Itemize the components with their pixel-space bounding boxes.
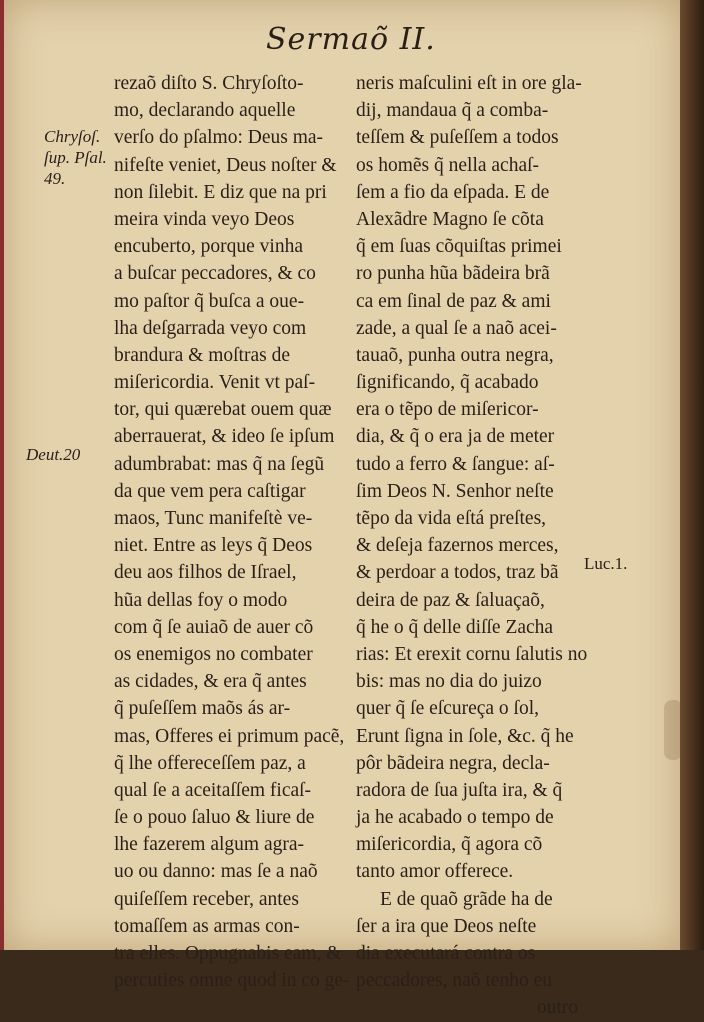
- text-line: tra elles. Oppugnabis eam, &: [114, 943, 342, 964]
- text-line: tauaõ, punha outra negra,: [356, 344, 554, 366]
- text-line: lha deſgarrada veyo com: [114, 317, 307, 339]
- text-line: mas, Offeres ei primum pacẽ,: [114, 725, 345, 747]
- text-line: q̃ lhe offereceſſem paz, a: [114, 752, 306, 774]
- text-line: bis: mas no dia do juizo: [356, 671, 542, 693]
- text-line: os enemigos no combater: [114, 643, 313, 665]
- running-head: Sermaõ II.: [266, 22, 436, 57]
- text-line: rezaõ diſto S. Chryſoſto-: [114, 73, 304, 94]
- margin-note-luke: Luc.1.: [584, 554, 628, 573]
- text-line: dia executará contra os: [356, 943, 536, 964]
- text-line: non ſilebit. E diz que na pri: [114, 181, 327, 203]
- text-line: ſem a fio da eſpada. E de: [356, 181, 550, 203]
- margin-note-deuteronomy: Deut.20: [26, 445, 81, 464]
- text-line: q̃ em ſuas cõquiſtas primei: [356, 236, 562, 258]
- text-line: deira de paz & ſaluaçaõ,: [356, 589, 545, 611]
- margin-note-line: Chryſoſ.: [44, 127, 101, 146]
- text-line: lhe fazerem algum agra-: [114, 834, 305, 856]
- text-line: ſe o pouo ſaluo & liure de: [114, 807, 315, 829]
- right-text-column: [356, 70, 588, 1022]
- text-line: a buſcar peccadores, & co: [114, 263, 316, 285]
- text-line: rias: Et erexit cornu ſalutis no: [356, 643, 588, 665]
- text-line: miſericordia. Venit vt paſ-: [114, 372, 316, 394]
- text-line: ſer a ira que Deos neſte: [356, 915, 537, 937]
- text-line: mo, declarando aquelle: [114, 100, 296, 122]
- text-line: quiſeſſem receber, antes: [114, 888, 299, 910]
- text-line: ja he acabado o tempo de: [356, 807, 554, 829]
- text-line: brandura & moſtras de: [114, 344, 290, 366]
- text-line: tẽpo da vida eſtá preſtes,: [356, 508, 547, 529]
- text-line: percuties omne quod in co ge-: [114, 970, 350, 992]
- text-line: deu aos filhos de Iſrael,: [114, 562, 297, 584]
- text-line: adumbrabat: mas q̃ na ſegũ: [114, 453, 325, 475]
- text-line: tanto amor offerece.: [356, 861, 514, 883]
- text-line: E de quaõ grãde ha de: [380, 888, 553, 910]
- text-line: qual ſe a aceitaſſem ficaſ-: [114, 779, 312, 801]
- text-line: com q̃ ſe auiaõ de auer cõ: [114, 616, 314, 638]
- left-text-column: [114, 70, 350, 994]
- text-line: encuberto, porque vinha: [114, 236, 303, 258]
- text-line: meira vinda veyo Deos: [114, 208, 295, 230]
- text-line: os homẽs q̃ nella achaſ-: [356, 154, 540, 176]
- text-line: dia, & q̃ o era ja de meter: [356, 426, 555, 448]
- text-line: q̃ puſeſſem maõs ás ar-: [114, 698, 291, 720]
- margin-note-line: ſup. Pſal.: [44, 148, 107, 167]
- text-line: Erunt ſigna in ſole, &c. q̃ he: [356, 725, 574, 747]
- text-line: ca em ſinal de paz & ami: [356, 290, 551, 312]
- text-line: ſignificando, q̃ acabado: [356, 372, 539, 394]
- text-line: uo ou danno: mas ſe a naõ: [114, 861, 318, 883]
- text-line: peccadores, naõ tenho eu: [356, 970, 552, 992]
- text-line: da que vem pera caſtigar: [114, 480, 306, 502]
- text-line: tomaſſem as armas con-: [114, 915, 300, 937]
- text-line: hũa dellas foy o modo: [114, 589, 288, 611]
- text-line: q̃ he o q̃ delle diſſe Zacha: [356, 616, 554, 638]
- text-line: & deſeja fazernos merces,: [356, 535, 559, 557]
- text-line: miſericordia, q̃ agora cõ: [356, 834, 543, 856]
- book-spine: [680, 0, 704, 950]
- margin-note-chrysostom: [44, 126, 107, 189]
- text-line: ſim Deos N. Senhor neſte: [356, 480, 554, 502]
- text-line: teſſem & puſeſſem a todos: [356, 127, 559, 149]
- text-line: pôr bãdeira negra, decla-: [356, 752, 550, 774]
- book-page: [4, 0, 680, 1019]
- text-line: zade, a qual ſe a naõ acei-: [356, 317, 557, 339]
- text-line: radora de ſua juſta ira, & q̃: [356, 779, 563, 801]
- text-line: as cidades, & era q̃ antes: [114, 671, 307, 693]
- catchword: outro: [536, 997, 578, 1019]
- text-line: Alexãdre Magno ſe cõta: [356, 208, 544, 230]
- text-line: nifeſte veniet, Deus noſter &: [114, 154, 337, 176]
- text-line: tor, qui quærebat ouem quæ: [114, 399, 332, 421]
- text-line: niet. Entre as leys q̃ Deos: [114, 535, 313, 557]
- text-line: maos, Tunc manifeſtè ve-: [114, 508, 313, 529]
- text-line: dij, mandaua q̃ a comba-: [356, 100, 549, 122]
- text-line: quer q̃ ſe eſcureça o ſol,: [356, 698, 539, 720]
- margin-note-line: 49.: [44, 169, 66, 188]
- text-line: tudo a ferro & ſangue: aſ-: [356, 453, 555, 475]
- text-line: aberrauerat, & ideo ſe ipſum: [114, 426, 335, 448]
- text-line: era o tẽpo de miſericor-: [356, 399, 539, 421]
- text-line: neris maſculini eſt in ore gla-: [356, 73, 582, 94]
- text-line: ro punha hũa bãdeira brã: [356, 263, 550, 285]
- text-line: & perdoar a todos, traz bã: [356, 562, 559, 584]
- text-line: mo paſtor q̃ buſca a oue-: [114, 290, 305, 312]
- text-line: verſo do pſalmo: Deus ma-: [114, 127, 324, 149]
